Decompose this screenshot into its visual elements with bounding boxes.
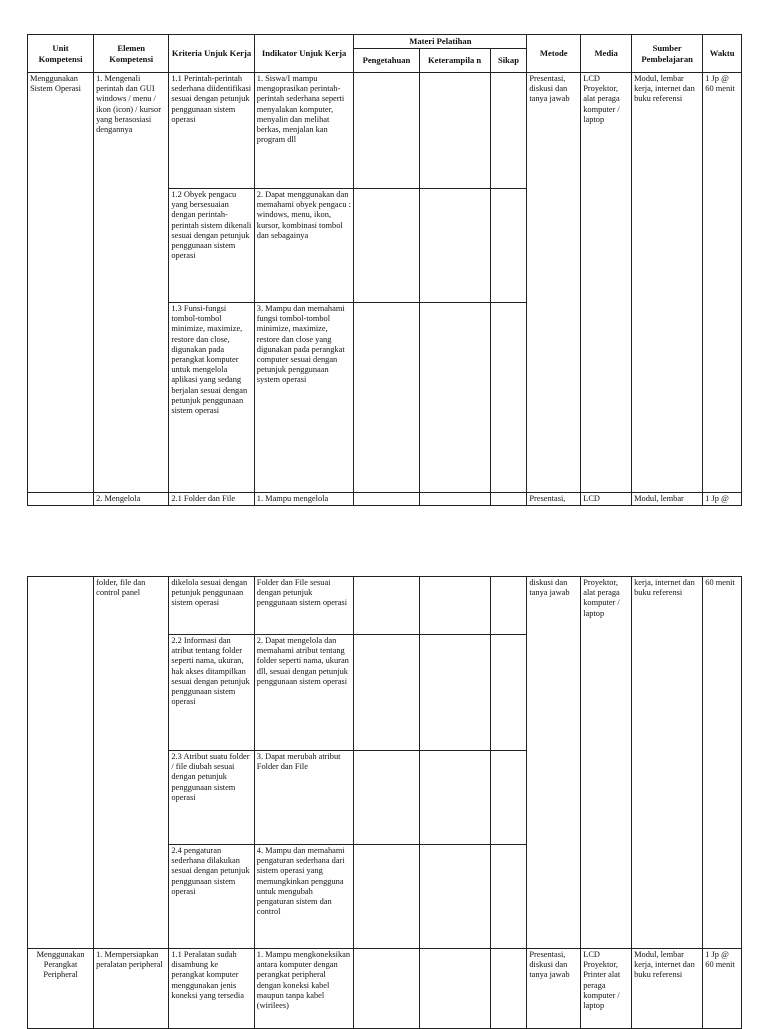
- sumber-cell: Modul, lembar: [632, 493, 703, 506]
- header-unit: Unit Kompetensi: [28, 35, 94, 73]
- header-pengetahuan: Pengetahuan: [354, 49, 419, 73]
- pengetahuan-cell: [354, 845, 419, 949]
- header-materi: Materi Pelatihan: [354, 35, 527, 49]
- sumber-cell: Modul, lembar kerja, internet dan buku referensi: [632, 949, 703, 1029]
- header-keterampilan: Keterampila n: [419, 49, 490, 73]
- keterampilan-cell: [419, 635, 490, 751]
- header-waktu: Waktu: [703, 35, 742, 73]
- elemen-cell: 2. Mengelola: [94, 493, 169, 506]
- kriteria-cell: 2.2 Informasi dan atribut tentang folder seperti nama, ukuran, hak akses ditampilkan sesuai dengan petunjuk penggunaan sistem operasi: [169, 635, 254, 751]
- pengetahuan-cell: [354, 303, 419, 493]
- sikap-cell: [490, 303, 527, 493]
- elemen-cell: folder, file dan control panel: [94, 577, 169, 949]
- media-cell: LCD: [581, 493, 632, 506]
- indikator-cell: 2. Dapat mengelola dan memahami atribut tentang folder seperti nama, ukuran dll, sesuai dengan petunjuk penggunaan sistem operasi: [254, 635, 354, 751]
- header-media: Media: [581, 35, 632, 73]
- keterampilan-cell: [419, 577, 490, 635]
- keterampilan-cell: [419, 73, 490, 189]
- metode-cell: diskusi dan tanya jawab: [527, 577, 581, 949]
- unit-cell: [28, 493, 94, 506]
- sikap-cell: [490, 189, 527, 303]
- metode-cell: Presentasi,: [527, 493, 581, 506]
- indikator-cell: 2. Dapat menggunakan dan memahami obyek pengacu : windows, menu, ikon, kursor, kombinasi tombol dan sebagainya: [254, 189, 354, 303]
- media-cell: LCD Proyektor, Printer alat peraga komputer / laptop: [581, 949, 632, 1029]
- kriteria-cell: 2.4 pengaturan sederhana dilakukan sesuai dengan petunjuk penggunaan sistem operasi: [169, 845, 254, 949]
- metode-cell: Presentasi, diskusi dan tanya jawab: [527, 73, 581, 493]
- media-cell: LCD Proyektor, alat peraga komputer / laptop: [581, 73, 632, 493]
- header-sumber: Sumber Pembelajaran: [632, 35, 703, 73]
- kriteria-cell: 2.1 Folder dan File: [169, 493, 254, 506]
- pengetahuan-cell: [354, 493, 419, 506]
- elemen-cell: 1. Mempersiapkan peralatan peripheral: [94, 949, 169, 1029]
- keterampilan-cell: [419, 189, 490, 303]
- header-elemen: Elemen Kompetensi: [94, 35, 169, 73]
- keterampilan-cell: [419, 949, 490, 1029]
- competency-table-page-1: [27, 34, 742, 506]
- media-cell: Proyektor, alat peraga komputer / laptop: [581, 577, 632, 949]
- unit-cell: [28, 577, 94, 949]
- competency-table-page-2: [27, 576, 742, 1029]
- header-sikap: Sikap: [490, 49, 527, 73]
- header-indikator: Indikator Unjuk Kerja: [254, 35, 354, 73]
- pengetahuan-cell: [354, 949, 419, 1029]
- sikap-cell: [490, 751, 527, 845]
- kriteria-cell: 2.3 Atribut suatu folder / file diubah sesuai dengan petunjuk penggunaan sistem operasi: [169, 751, 254, 845]
- waktu-cell: 1 Jp @ 60 menit: [703, 73, 742, 493]
- kriteria-cell: 1.1 Perintah-perintah sederhana diidentifikasi sesuai dengan petunjuk penggunaan sistem operasi: [169, 73, 254, 189]
- waktu-cell: 60 menit: [703, 577, 742, 949]
- metode-cell: Presentasi, diskusi dan tanya jawab: [527, 949, 581, 1029]
- pengetahuan-cell: [354, 73, 419, 189]
- header-kriteria: Kriteria Unjuk Kerja: [169, 35, 254, 73]
- kriteria-cell: 1.1 Peralatan sudah disambung ke perangkat komputer menggunakan jenis koneksi yang tersedia: [169, 949, 254, 1029]
- indikator-cell: Folder dan File sesuai dengan petunjuk penggunaan sistem operasi: [254, 577, 354, 635]
- elemen-cell: 1. Mengenali perintah dan GUI windows / menu / ikon (icon) / kursor yang berasosiasi dengannya: [94, 73, 169, 493]
- sikap-cell: [490, 635, 527, 751]
- keterampilan-cell: [419, 303, 490, 493]
- indikator-cell: 1. Mampu mengelola: [254, 493, 354, 506]
- keterampilan-cell: [419, 751, 490, 845]
- sikap-cell: [490, 73, 527, 189]
- kriteria-cell: 1.3 Funsi-fungsi tombol-tombol minimize, maximize, restore dan close, digunakan pada perangkat komputer untuk mengelola aplikasi yang sedang berjalan sesuai dengan petunjuk penggunaan sistem operasi: [169, 303, 254, 493]
- sikap-cell: [490, 845, 527, 949]
- keterampilan-cell: [419, 493, 490, 506]
- indikator-cell: 3. Mampu dan memahami fungsi tombol-tombol minimize, maximize, restore dan close yang digunakan pada perangkat computer sesuai dengan petunjuk penggunaan system operasi: [254, 303, 354, 493]
- keterampilan-cell: [419, 845, 490, 949]
- pengetahuan-cell: [354, 577, 419, 635]
- sumber-cell: kerja, internet dan buku referensi: [632, 577, 703, 949]
- indikator-cell: 1. Siswa/I mampu mengoprasikan perintah-perintah sederhana seperti menyalakan komputer, menyalin dan melihat berkas, menjalan kan program dll: [254, 73, 354, 189]
- header-metode: Metode: [527, 35, 581, 73]
- unit-cell: Menggunakan Perangkat Peripheral: [28, 949, 94, 1029]
- pengetahuan-cell: [354, 635, 419, 751]
- indikator-cell: 1. Mampu mengkoneksikan antara komputer dengan perangkat peripheral dengan koneksi kabel maupun tanpa kabel (wirilees): [254, 949, 354, 1029]
- waktu-cell: 1 Jp @ 60 menit: [703, 949, 742, 1029]
- kriteria-cell: 1.2 Obyek pengacu yang bersesuaian dengan perintah-perintah sistem dikenali sesuai dengan petunjuk penggunaan sistem operasi: [169, 189, 254, 303]
- pengetahuan-cell: [354, 751, 419, 845]
- sikap-cell: [490, 493, 527, 506]
- kriteria-cell: dikelola sesuai dengan petunjuk penggunaan sistem operasi: [169, 577, 254, 635]
- sikap-cell: [490, 949, 527, 1029]
- sikap-cell: [490, 577, 527, 635]
- unit-cell: Menggunakan Sistem Operasi: [28, 73, 94, 493]
- sumber-cell: Modul, lembar kerja, internet dan buku referensi: [632, 73, 703, 493]
- waktu-cell: 1 Jp @: [703, 493, 742, 506]
- indikator-cell: 4. Mampu dan memahami pengaturan sederhana dari sistem operasi yang memungkinkan pengguna untuk mengubah pengaturan sistem dan control: [254, 845, 354, 949]
- indikator-cell: 3. Dapat merubah atribut Folder dan File: [254, 751, 354, 845]
- pengetahuan-cell: [354, 189, 419, 303]
